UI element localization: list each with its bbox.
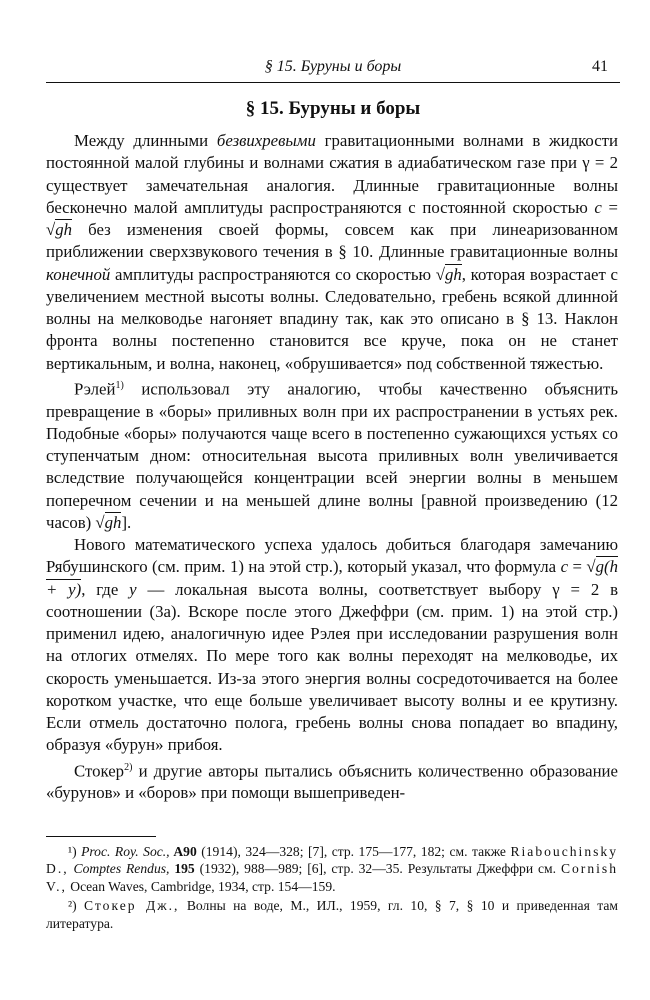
footnote-ref-1[interactable]: 1) bbox=[115, 379, 124, 391]
paragraph-4: Стокер$^{2)}$ и другие авторы пытались объяснить количественно образование «бурунов» и «боров» при помощи вышеприведен- bbox=[46, 761, 618, 803]
footnote-2: ²) Стокер Дж., Волны на воде, М., ИЛ., 1959, гл. 10, § 7, § 10 и приведенная там литература. bbox=[46, 898, 619, 931]
running-title: § 15. Буруны и боры bbox=[264, 58, 402, 75]
footnote-divider bbox=[46, 836, 156, 837]
section-title: § 15. Буруны и боры bbox=[245, 98, 421, 119]
paragraph-2: Рэлей$^{1)}$ использовал эту аналогию, чтобы качественно объяснить превращение в «боры» приливных волн при их распространении в устьях рек. Подобные «боры» получаются чаще всего в постепенно сужающихся устьях со ступенчатым дном: относительная высота приливных волн увеличивается вследствие получающейся концентрации всей энергии волны в меньшем поперечном сечении и на меньшей длине волны [равной произведению (12 часов) √gh]. bbox=[46, 379, 618, 532]
page-number: 41 bbox=[592, 58, 608, 75]
paragraph-1: Между длинными безвихревыми гравитационными волнами в жидкости постоянной малой глубины и волнами сжатия в адиабатическом газе при γ = 2 существует замечательная аналогия. Длинные гравитационные волны бесконечно малой амплитуды распространяются с постоянной скоростью c = √gh без изменения своей формы, совсем как при линеаризованном приближении сверхзвукового течения в § 10. Длинные гравитационные волны конечной амплитуды распространяются со скоростью √gh, которая возрастает с увеличением местной высоты волны. Следовательно, гребень всякой длинной волны на мелководье нагоняет впадину так, как это описано в § 13. Наклон фронта волны постепенно становится все круче, пока он не станет вертикальным, и волна, наконец, «обрушивается» под собственной тяжестью. bbox=[46, 131, 618, 373]
running-head bbox=[46, 52, 620, 83]
body-text bbox=[46, 130, 618, 805]
footnote-ref-2[interactable]: 2) bbox=[124, 761, 133, 773]
footnote-1: ¹) Proc. Roy. Soc., A90 (1914), 324—328; [7], стр. 175—177, 182; см. также Riabouchinsky D., Comptes Rendus, 195 (1932), 988—989; [6], стр. 32—35. Результаты Джеффри см. Cornish V., Ocean Waves, Cambridge, 1934, стр. 154—159. bbox=[46, 844, 618, 894]
footnotes bbox=[46, 843, 618, 934]
paragraph-3: Нового математического успеха удалось добиться благодаря замечанию Рябушинского (см. прим. 1) на этой стр.), который указал, что формула c = √g(h + y), где y — локальная высота волны, соответствует выбору γ = 2 в соотношении (3а). Вскоре после этого Джеффри (см. прим. 1) на этой стр.) применил идею, аналогичную идее Рэлея при исследовании разрушения волн на отлогих отмелях. По мере того как волны переходят на мелководье, их скорость уменьшается. Из-за этого энергия волны сосредоточивается на более коротком участке, что еще больше увеличивает высоту волны и ее крутизну. Если отмель достаточно полога, гребень волны снова попадает во впадину, образуя «бурун» прибоя. bbox=[46, 535, 618, 755]
